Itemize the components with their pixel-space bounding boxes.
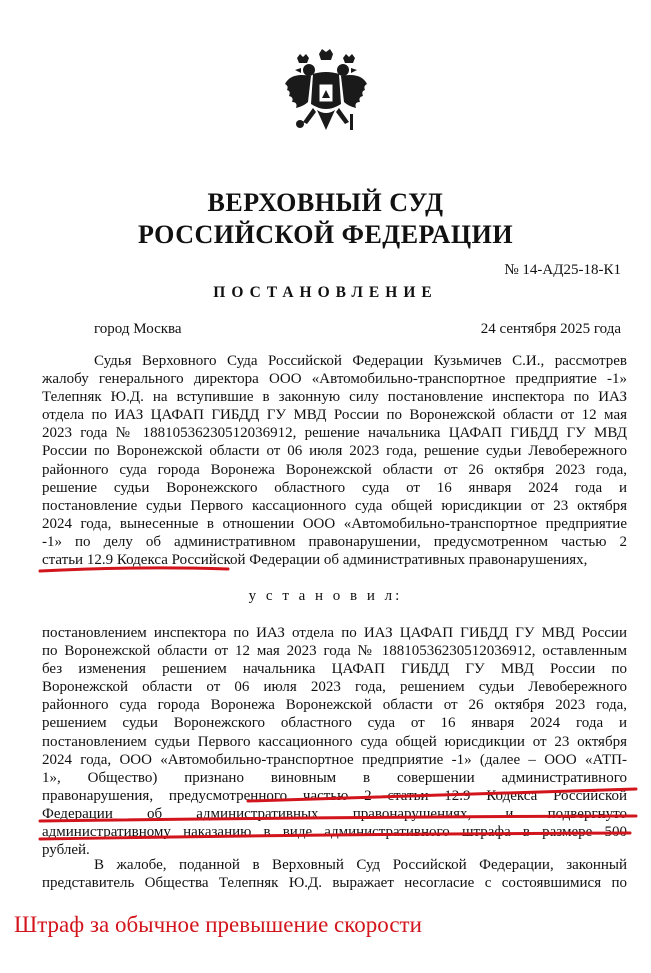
- document-date: 24 сентября 2025 года: [480, 321, 621, 337]
- text-line: представитель Общества Телепняк Ю.Д. выражает несогласие с состоявшимися по: [42, 875, 627, 892]
- text-line: -1» по делу об административном правонарушении, предусмотренном частью 2: [42, 533, 627, 550]
- text-line: Федерации об административных правонарушениях, и подвергнуто: [42, 805, 627, 822]
- complaint-paragraph: [42, 856, 627, 892]
- ruling-paragraph: [42, 624, 627, 859]
- text-line: Судья Верховного Суда Российской Федерации Кузьмичев С.И., рассмотрев: [94, 353, 627, 369]
- city: город Москва: [94, 321, 182, 337]
- text-line: России по Воронежской области от 06 июля 2023 года, решение судьи Левобережного: [42, 443, 627, 460]
- text-line: В жалобе, поданной в Верховный Суд Российской Федерации, законный: [94, 857, 627, 873]
- section-heading: у с т а н о в и л:: [248, 588, 403, 604]
- text-line: административному наказанию в виде административного штрафа в размере 500: [42, 824, 627, 841]
- text-line: рублей.: [42, 842, 90, 859]
- text-line: 2023 года № 18810536230512036912, решение начальника ЦАФАП ГИБДД ГУ МВД: [42, 425, 627, 442]
- highlight-caption: Штраф за обычное превышение скорости: [14, 912, 422, 937]
- court-name-line-2: РОССИЙСКОЙ ФЕДЕРАЦИИ: [137, 220, 514, 249]
- coat-of-arms-emblem: [283, 48, 369, 144]
- court-name-line-1: ВЕРХОВНЫЙ СУД: [207, 188, 444, 217]
- text-line: районного суда города Воронежа Воронежской области от 26 октября 2023 года,: [42, 461, 627, 478]
- text-line: без изменения решением начальника ЦАФАП ГИБДД ГУ МВД России по: [42, 661, 627, 678]
- text-line: по Воронежской области от 12 мая 2023 года № 18810536230512036912, оставленным: [42, 643, 627, 660]
- text-line: статьи 12.9 Кодекса Российской Федерации об административных правонарушениях,: [42, 552, 588, 569]
- text-line: решение судьи Воронежского областного суда от 16 января 2024 года и: [42, 479, 627, 496]
- text-line: 1», Общество) признано виновным в совершении административного: [42, 769, 627, 786]
- text-line: постановление судьи Первого кассационного суда общей юрисдикции от 23 октября: [42, 497, 627, 514]
- text-line: 2024 года, вынесенные в отношении ООО «Автомобильно-транспортное предприятие: [42, 515, 627, 532]
- document-title: ПОСТАНОВЛЕНИЕ: [213, 284, 438, 301]
- text-line: 2024 года, ООО «Автомобильно-транспортное предприятие -1» (далее – ООО «АТП-: [42, 751, 627, 768]
- text-line: районного суда города Воронежа Воронежской области от 26 октября 2023 года,: [42, 697, 627, 714]
- text-line: Телепняк Ю.Д. на вступившие в законную силу постановление инспектора по ИАЗ: [42, 389, 627, 406]
- text-line: Воронежской области от 06 июля 2023 года, решением судьи Левобережного: [42, 679, 627, 696]
- text-line: правонарушения, предусмотренного частью 2 статьи 12.9 Кодекса Российской: [42, 787, 627, 804]
- intro-paragraph: [42, 352, 627, 569]
- text-line: жалобу генерального директора ООО «Автомобильно-транспортное предприятие -1»: [42, 371, 627, 388]
- text-line: постановлением судьи Первого кассационного суда общей юрисдикции от 23 октября: [42, 733, 627, 750]
- text-line: отдела по ИАЗ ЦАФАП ГИБДД ГУ МВД России по Воронежской области от 12 мая: [42, 407, 627, 424]
- text-line: решением судьи Воронежского областного суда от 16 января 2024 года и: [42, 715, 627, 732]
- document-number: № 14-АД25-18-К1: [504, 262, 621, 278]
- text-line: постановлением инспектора по ИАЗ отдела по ИАЗ ЦАФАП ГИБДД ГУ МВД России: [42, 625, 627, 641]
